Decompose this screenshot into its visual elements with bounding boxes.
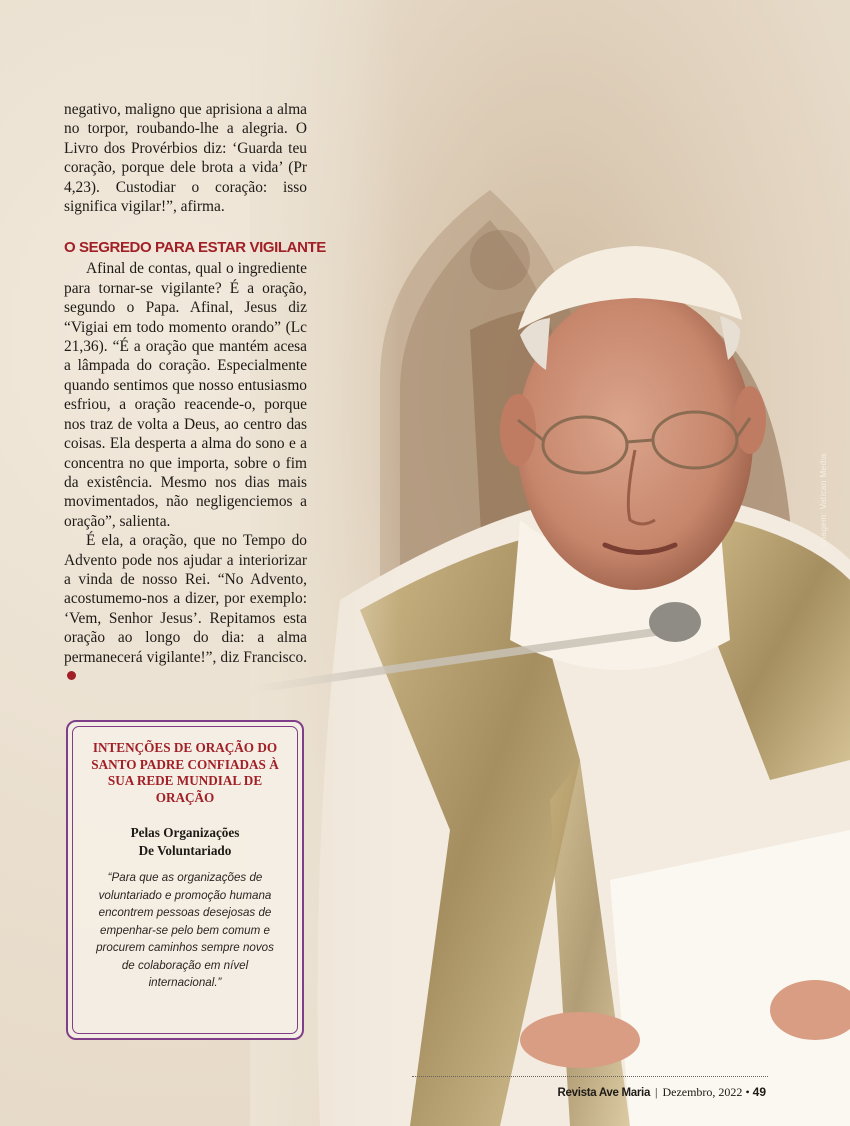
footer-separator: | (655, 1085, 658, 1099)
issue-date: Dezembro, 2022 (662, 1085, 743, 1099)
end-bullet-icon (67, 671, 76, 680)
prayer-box-title: INTENÇÕES DE ORAÇÃO DO SANTO PADRE CONFIADAS À SUA REDE MUNDIAL DE ORAÇÃO (91, 740, 279, 805)
footer-dot: • (745, 1085, 750, 1099)
article-paragraph-last (64, 531, 307, 686)
article-paragraph: negativo, maligno que aprisiona a alma no torpor, roubando-lhe a alegria. O Livro dos Provérbios diz: ‘Guarda teu coração, porque dele brota a vida’ (Pr 4,23). Custodiar o coração: isso significa vigilar!”, afirma. (64, 101, 307, 216)
prayer-box-subtitle (90, 824, 280, 860)
prayer-box-quote: “Para que as organizações de voluntariado e promoção humana encontrem pessoas desejosas de empenhar-se pelo bem comum e procurem caminhos sempre novos de colaboração em nível internacional.” (96, 871, 274, 990)
magazine-name: Revista Ave Maria (557, 1087, 651, 1099)
page-number: 49 (752, 1085, 766, 1099)
photo-credit: Imagem: Vatican Media (818, 453, 828, 547)
article-paragraph-text: É ela, a oração, que no Tempo do Advento pode nos ajudar a interiorizar a vinda de nosso Rei. “No Advento, acostumemo-nos a dizer, por exemplo: ‘Vem, Senhor Jesus’. Repitamos esta oração ao longo do dia: a alma permanecerá vigilante!”, diz Francisco. (64, 532, 307, 666)
pope-photo (250, 0, 850, 1126)
section-heading: O SEGREDO PARA ESTAR VIGILANTE (64, 239, 326, 257)
footer-divider (412, 1076, 768, 1077)
article-paragraph: Afinal de contas, qual o ingrediente para tornar-se vigilante? É a oração, segundo o Papa. Afinal, Jesus diz “Vigiai em todo momento orando” (Lc 21,36). “É a oração que mantém acesa a lâmpada do coração. Especialmente quando sentimos que nosso entusiasmo esfriou, a oração reacende-o, porque nos traz de volta a Deus, ao centro das coisas. Ela desperta a alma do sono e a concentra no que importa, sobre o fim da existência. Mesmo nos dias mais movimentados, não negligenciemos a oração”, salienta. (64, 260, 307, 530)
prayer-intention-box (66, 720, 304, 1040)
prayer-box-subtitle-line: Pelas Organizações (130, 825, 240, 841)
article-column (64, 100, 326, 686)
prayer-box-subtitle-line: De Voluntariado (138, 843, 232, 859)
page-footer (558, 1085, 766, 1100)
